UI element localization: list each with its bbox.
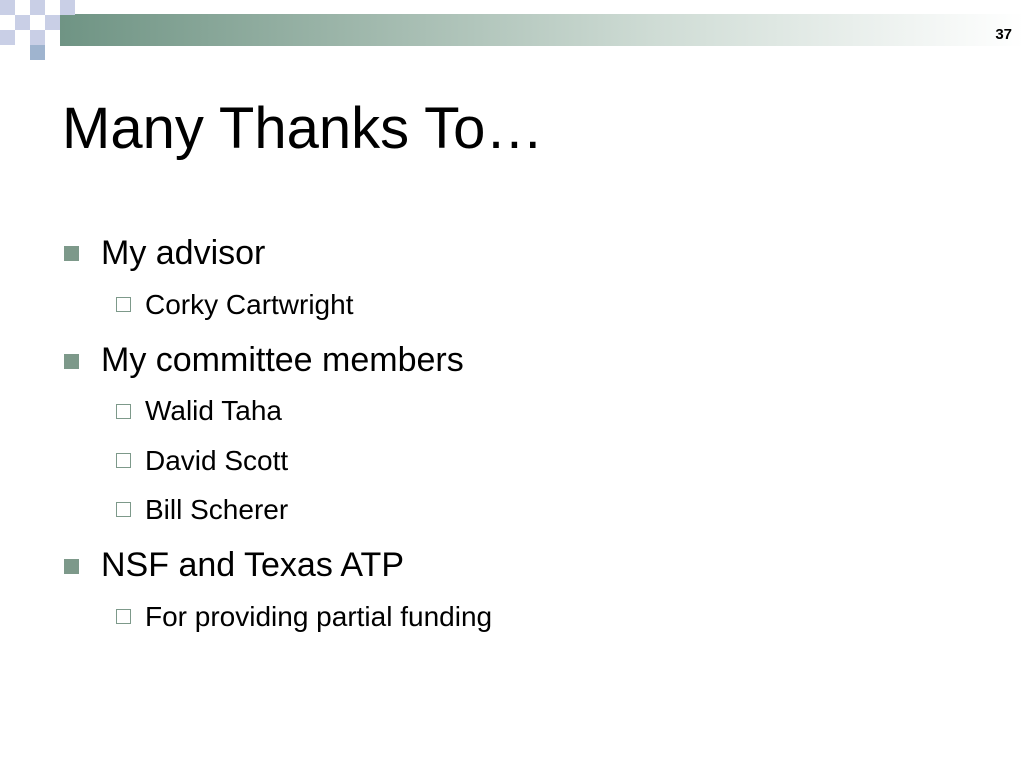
hollow-square-bullet-icon xyxy=(116,453,131,468)
sub-bullet-text: For providing partial funding xyxy=(145,601,493,632)
bullet-text: My advisor xyxy=(101,234,266,272)
filled-square-bullet-icon xyxy=(64,559,79,574)
filled-square-bullet-icon xyxy=(64,354,79,369)
hollow-square-bullet-icon xyxy=(116,609,131,624)
page-number: 37 xyxy=(995,26,1012,43)
bullet-text: My committee members xyxy=(101,341,464,379)
sub-bullet-text: Bill Scherer xyxy=(145,494,289,525)
filled-square-bullet-icon xyxy=(64,246,79,261)
hollow-square-bullet-icon xyxy=(116,297,131,312)
slide-title: Many Thanks To… xyxy=(62,96,544,161)
hollow-square-bullet-icon xyxy=(116,502,131,517)
sub-bullet-text: Corky Cartwright xyxy=(145,289,354,320)
hollow-square-bullet-icon xyxy=(116,404,131,419)
sub-bullet-text: David Scott xyxy=(145,445,289,476)
sub-bullet-text: Walid Taha xyxy=(145,395,282,426)
bullet-text: NSF and Texas ATP xyxy=(101,546,404,584)
